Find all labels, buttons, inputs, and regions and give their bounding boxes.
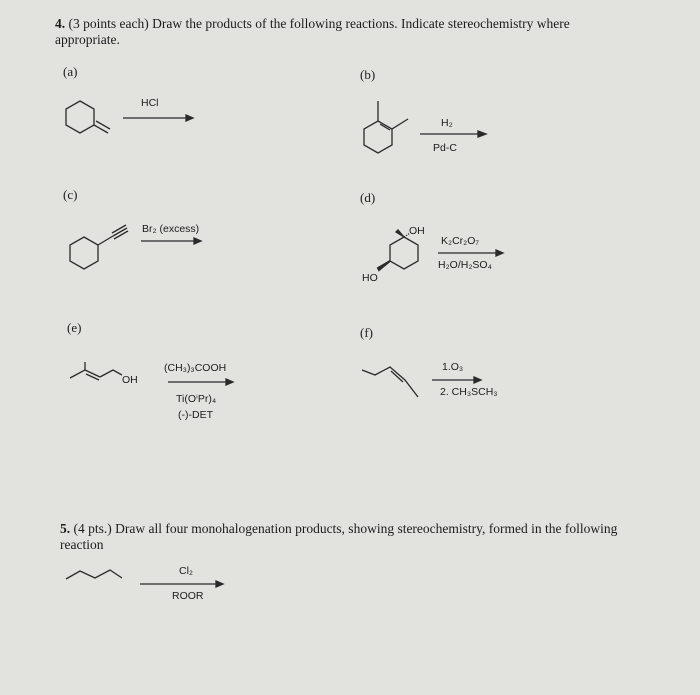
label-b: (b)	[360, 67, 376, 82]
reagent-a: HCl	[141, 97, 159, 109]
reagent-c: Br₂ (excess)	[142, 223, 200, 235]
reagent-b-top: H₂	[441, 117, 453, 129]
label-d: (d)	[360, 190, 376, 205]
reagent-f-bottom: 2. CH₃SCH₃	[440, 386, 498, 398]
arrow-q5	[140, 581, 223, 587]
question-5-text	[60, 521, 617, 553]
question-text: (3 points each) Draw the products of the following reactions. Indicate stereochemistry where	[68, 16, 570, 31]
reagent-e-bottom1: Ti(OⁱPr)₄	[176, 393, 217, 405]
question-text-cont: appropriate.	[55, 32, 120, 47]
hydroxyl-e: OH	[122, 374, 138, 386]
molecule-q5	[66, 570, 122, 579]
label-c: (c)	[63, 187, 78, 202]
arrow-f	[432, 377, 481, 383]
molecule-e	[70, 362, 122, 380]
reagent-b-bottom: Pd-C	[433, 142, 457, 154]
arrow-d	[438, 250, 503, 256]
molecule-f	[362, 367, 418, 397]
question-text: (4 pts.) Draw all four monohalogenation products, showing stereochemistry, formed in the following	[73, 521, 618, 536]
arrow-e	[168, 379, 233, 385]
reagent-e-top: (CH₃)₃COOH	[164, 362, 227, 374]
label-e: (e)	[67, 320, 82, 335]
arrow-c	[141, 238, 201, 244]
molecule-b	[364, 101, 408, 153]
molecule-a	[66, 101, 110, 133]
reagent-f-top: 1.O₃	[442, 361, 464, 373]
question-number: 5.	[60, 521, 71, 536]
reagent-q5-bottom: ROOR	[172, 590, 204, 602]
label-f: (f)	[360, 325, 373, 340]
reagent-d-top: K₂Cr₂O₇	[441, 235, 480, 247]
reagent-q5-top: Cl₂	[179, 565, 193, 577]
reagent-e-bottom2: (-)-DET	[178, 409, 213, 421]
question-text-cont: reaction	[60, 537, 104, 552]
arrow-b	[420, 131, 486, 137]
reagent-d-bottom: H₂O/H₂SO₄	[438, 259, 492, 271]
hydroxyl-top: OH	[409, 225, 425, 237]
hydroxyl-bottom: HO	[362, 272, 378, 284]
label-a: (a)	[63, 64, 78, 79]
question-number: 4.	[55, 16, 66, 31]
molecule-c	[70, 225, 128, 269]
arrow-a	[123, 115, 193, 121]
